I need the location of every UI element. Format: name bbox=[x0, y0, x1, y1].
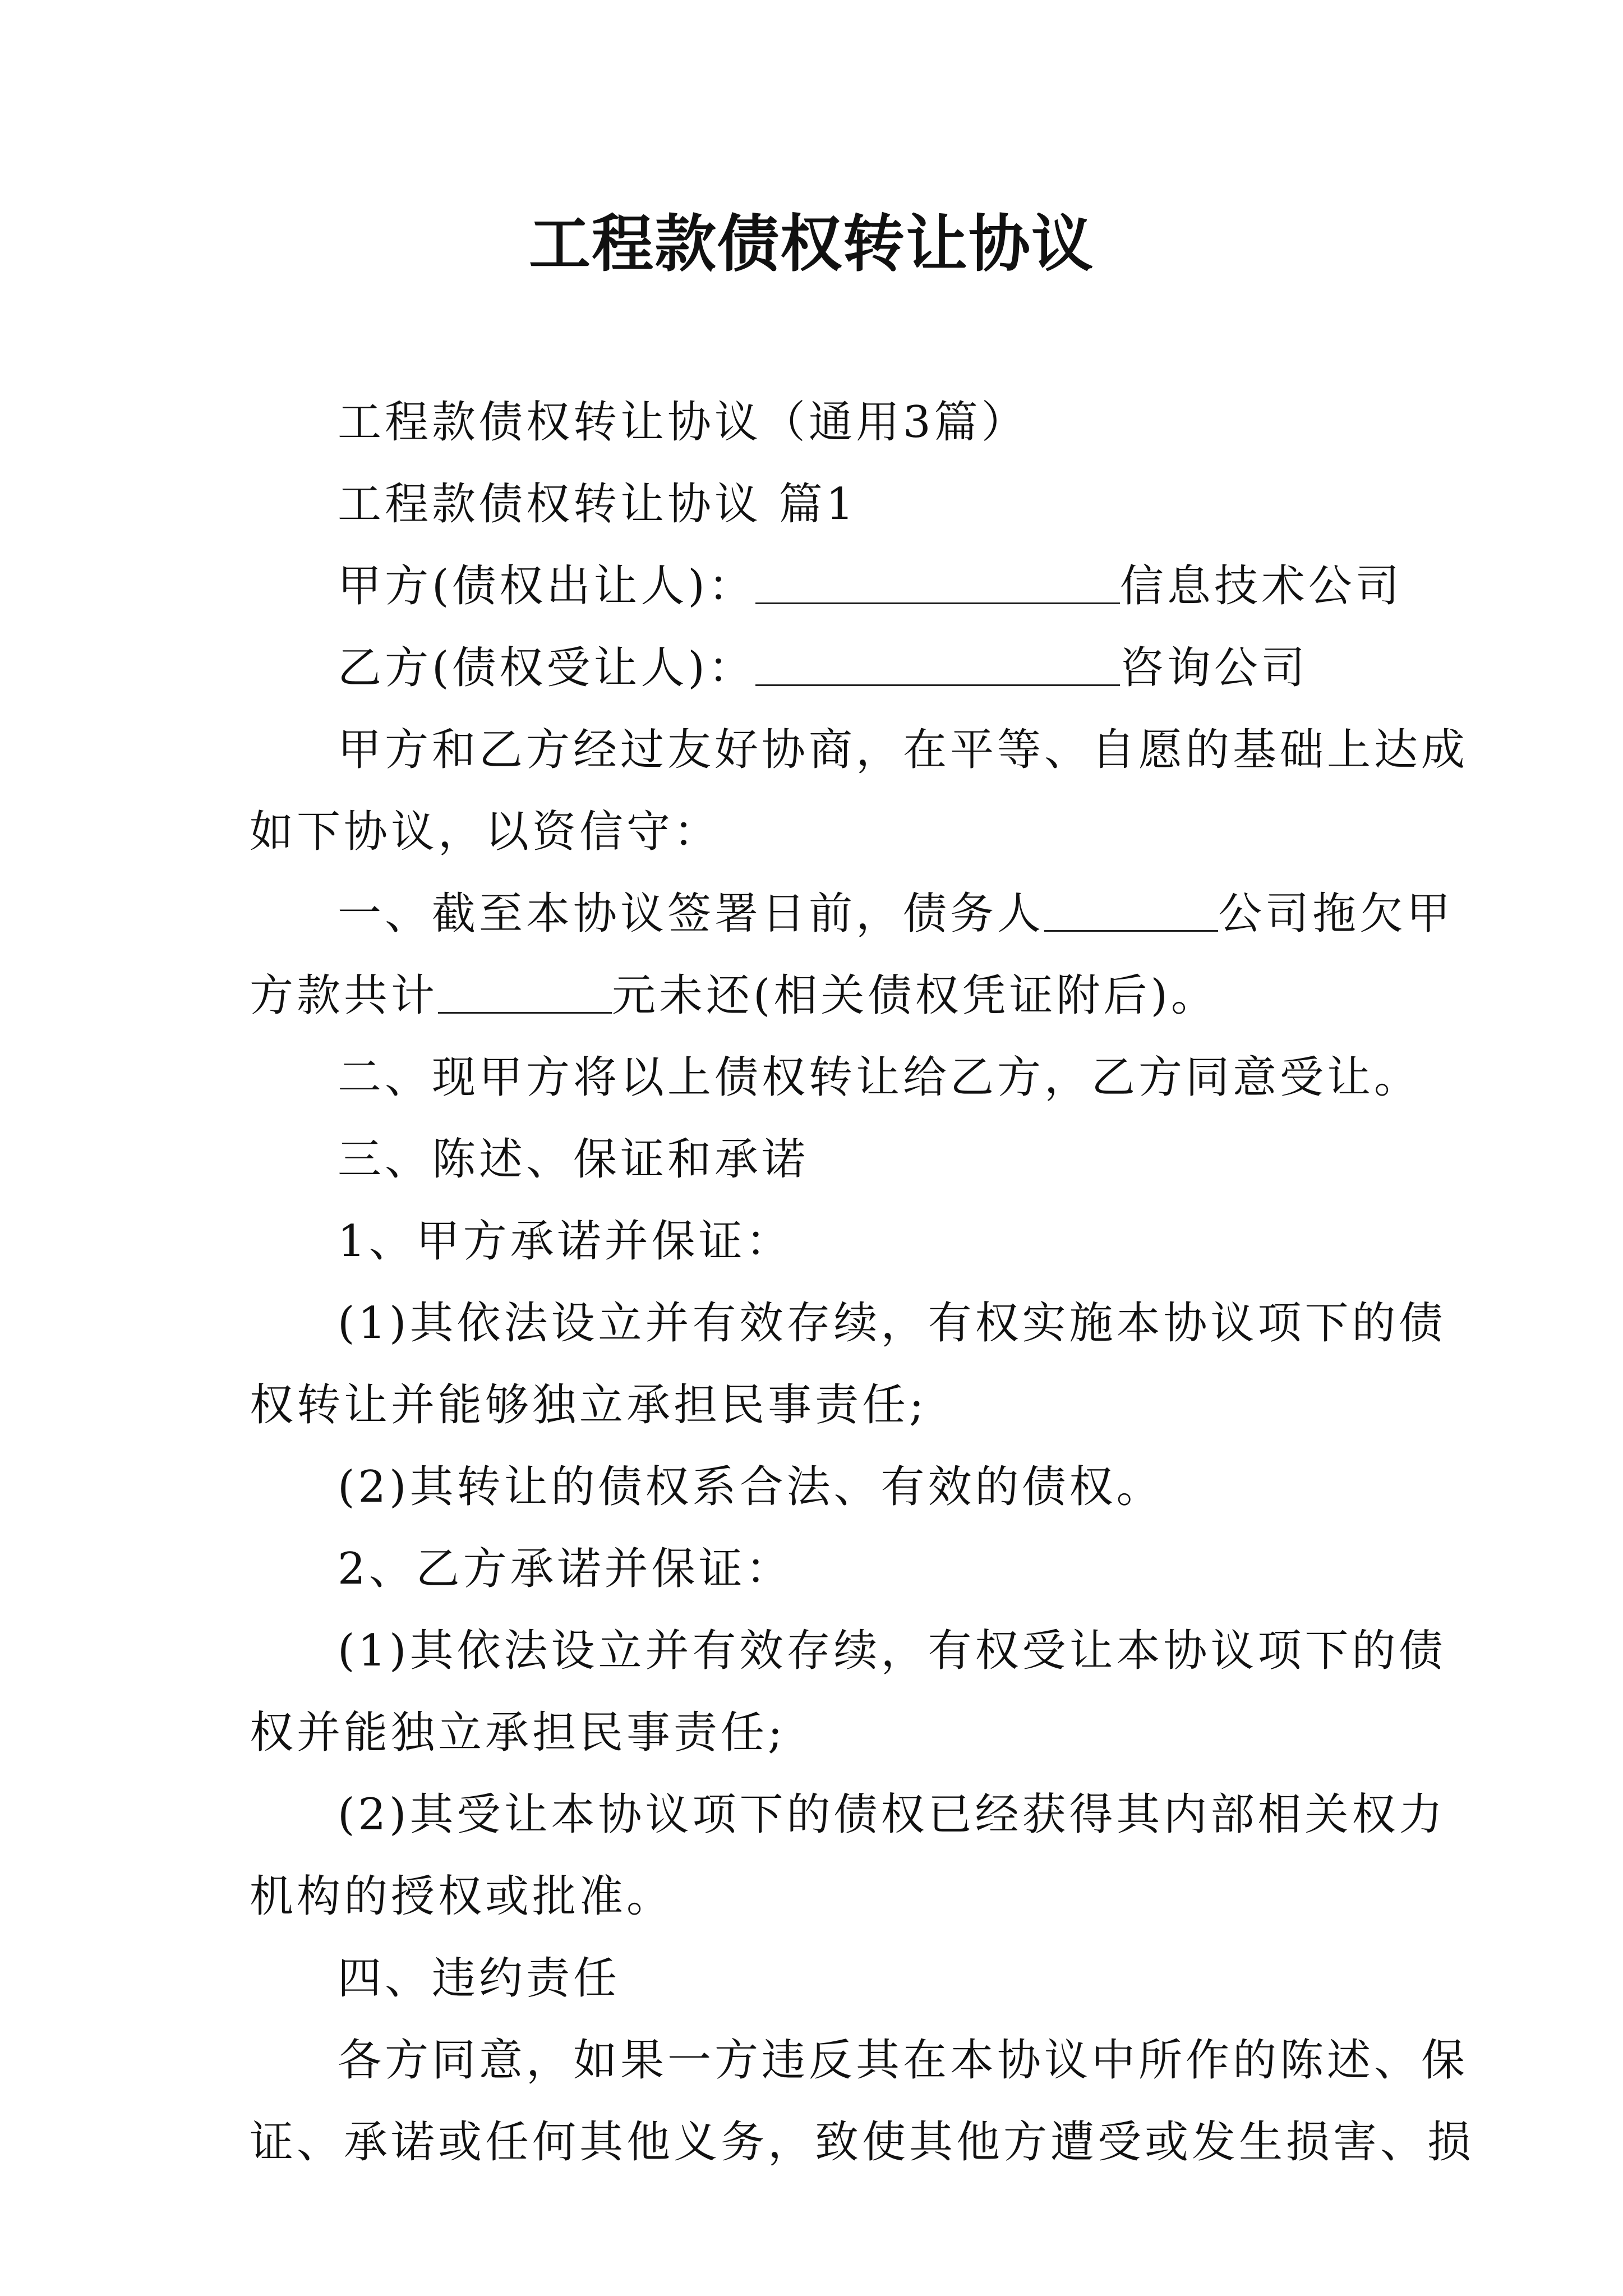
paragraph-line: 证、承诺或任何其他义务，致使其他方遭受或发生损害、损 bbox=[250, 2117, 1475, 2168]
paragraph-line: 各方同意，如果一方违反其在本协议中所作的陈述、保 bbox=[338, 2035, 1469, 2086]
clause-4-heading: 四、违约责任 bbox=[338, 1953, 621, 2004]
debtor-blank bbox=[1044, 896, 1218, 932]
clause-1-line bbox=[250, 873, 1454, 955]
paragraph-line: (2)其受让本协议项下的债权已经获得其内部相关权力 bbox=[338, 1789, 1446, 1840]
document-title: 工程款债权转让协议 bbox=[529, 208, 1094, 280]
clause-2-line: 二、现甲方将以上债权转让给乙方，乙方同意受让。 bbox=[338, 1052, 1422, 1103]
document-body bbox=[250, 381, 1475, 2183]
paragraph-line: 如下协议，以资信守： bbox=[250, 807, 721, 857]
party-a-company: 信息技术公司 bbox=[1119, 561, 1403, 611]
party-b-warranty-heading: 2、乙方承诺并保证： bbox=[338, 1544, 793, 1594]
party-b-blank bbox=[755, 651, 1120, 686]
party-b-company: 咨询公司 bbox=[1119, 643, 1308, 693]
clause-1-text-a: 一、截至本协议签署日前，债务人 bbox=[338, 889, 1045, 939]
party-b-label: 乙方(债权受让人)： bbox=[338, 643, 755, 693]
clause-1-continued-line bbox=[250, 955, 1374, 1037]
clause-3-heading: 三、陈述、保证和承诺 bbox=[338, 1134, 809, 1185]
paragraph-line: 权并能独立承担民事责任; bbox=[250, 1708, 786, 1758]
clause-1-text-c: 方款共计 bbox=[250, 970, 439, 1021]
party-b-line bbox=[250, 627, 1374, 709]
party-a-warranty-heading: 1、甲方承诺并保证： bbox=[338, 1216, 793, 1267]
paragraph-line: 机构的授权或批准。 bbox=[250, 1871, 674, 1922]
paragraph-line: 甲方和乙方经过友好协商，在平等、自愿的基础上达成 bbox=[338, 725, 1469, 775]
section-heading-1: 工程款债权转让协议 篇1 bbox=[338, 479, 857, 530]
clause-1-text-b: 公司拖欠甲 bbox=[1218, 889, 1454, 939]
party-a-label: 甲方(债权出让人)： bbox=[338, 561, 755, 611]
paragraph-line: (2)其转让的债权系合法、有效的债权。 bbox=[338, 1462, 1164, 1512]
paragraph-line: (1)其依法设立并有效存续，有权受让本协议项下的债 bbox=[338, 1626, 1446, 1676]
party-a-line bbox=[250, 545, 1403, 627]
paragraph-line: 权转让并能够独立承担民事责任; bbox=[250, 1380, 928, 1430]
party-a-blank bbox=[755, 569, 1120, 604]
clause-1-text-d: 元未还(相关债权凭证附后)。 bbox=[612, 970, 1218, 1021]
subtitle-line: 工程款债权转让协议（通用3篇） bbox=[338, 397, 1029, 448]
amount-blank bbox=[438, 978, 612, 1014]
paragraph-line: (1)其依法设立并有效存续，有权实施本协议项下的债 bbox=[338, 1298, 1446, 1349]
